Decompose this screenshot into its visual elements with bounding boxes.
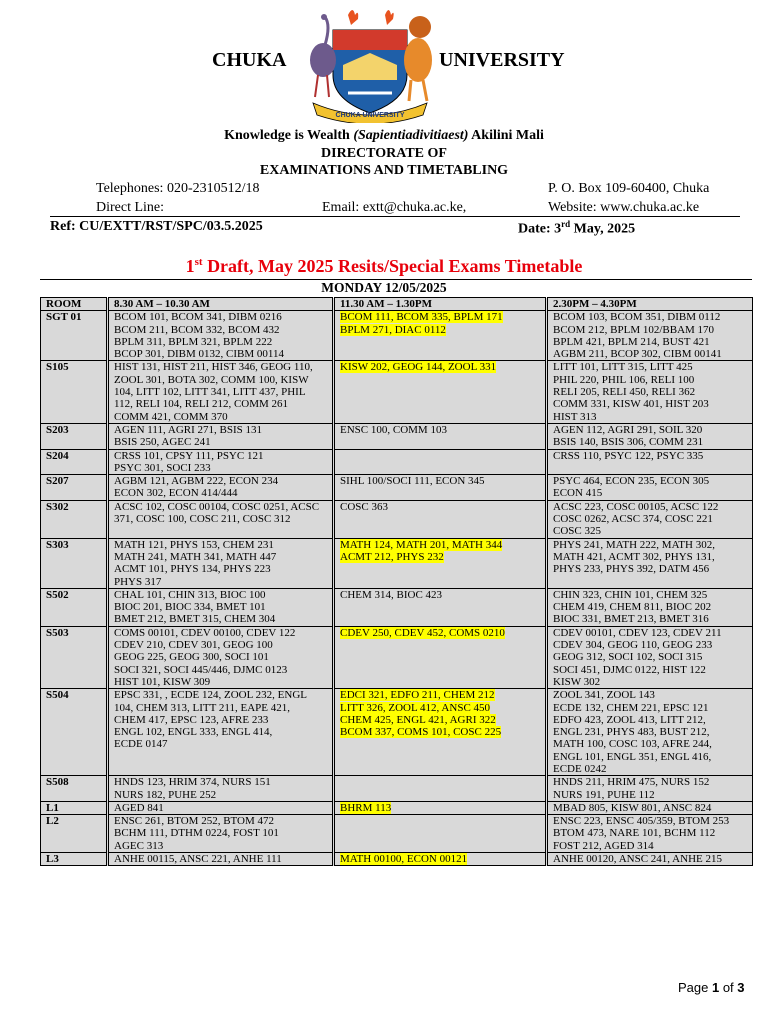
course-line (553, 525, 747, 537)
course-line (114, 639, 327, 651)
course-codes: ENGL 102, ENGL 333, ENGL 414, (114, 726, 273, 739)
course-codes: ZOOL 341, ZOOL 143 (553, 689, 655, 702)
course-codes: ENSC 223, ENSC 405/359, BTOM 253 (553, 815, 730, 828)
course-line (114, 551, 327, 563)
course-codes: COSC 0262, ACSC 374, COSC 221 (553, 513, 713, 526)
course-line (114, 361, 327, 373)
session-3-cell (547, 475, 753, 501)
course-line (114, 802, 327, 814)
email: Email: extt@chuka.ac.ke, (322, 200, 467, 215)
course-line (553, 689, 747, 701)
course-line (114, 398, 327, 410)
exams-line: EXAMINATIONS AND TIMETABLING (259, 163, 509, 178)
course-codes: PSYC 301, SOCI 233 (114, 461, 211, 474)
course-line (340, 424, 540, 436)
course-line (114, 348, 327, 360)
course-line (553, 311, 747, 323)
course-line (340, 853, 540, 865)
course-codes: BIOC 201, BIOC 334, BMET 101 (114, 601, 266, 614)
course-line (114, 702, 327, 714)
course-codes: COSC 325 (553, 525, 601, 538)
course-line (553, 738, 747, 750)
course-codes: SOCI 321, SOCI 445/446, DJMC 0123 (114, 663, 288, 676)
timetable (40, 297, 753, 866)
course-codes: BCOM 212, BPLM 102/BBAM 170 (553, 323, 715, 336)
session-1-cell (108, 588, 334, 626)
session-3-cell (547, 853, 753, 866)
course-codes: GEOG 312, SOCI 102, SOCI 315 (553, 651, 703, 664)
room-cell: S504 (41, 689, 108, 776)
course-line (553, 827, 747, 839)
course-codes: LITT 326, ZOOL 412, ANSC 450 (340, 701, 491, 714)
table-row (41, 538, 753, 588)
page-indicator: Page 1 of 3 (678, 980, 745, 995)
room-cell: S508 (41, 776, 108, 802)
course-line (553, 501, 747, 513)
session-2-cell (334, 853, 547, 866)
session-2-cell (334, 538, 547, 588)
column-header-session-1: 8.30 AM – 10.30 AM (108, 298, 334, 311)
room-cell: L3 (41, 853, 108, 866)
session-1-cell (108, 689, 334, 776)
course-codes: ECDE 0147 (114, 738, 168, 751)
course-line (114, 576, 327, 588)
course-line (553, 424, 747, 436)
course-line (553, 815, 747, 827)
course-codes: BCOM 103, BCOM 351, DIBM 0112 (553, 311, 721, 324)
course-line (114, 539, 327, 551)
course-codes: AGEC 313 (114, 839, 164, 852)
course-codes: COMM 421, COMM 370 (114, 410, 228, 423)
course-line (553, 539, 747, 551)
course-line (340, 689, 540, 701)
session-1-cell (108, 853, 334, 866)
course-line (114, 664, 327, 676)
course-codes: CHEM 314, BIOC 423 (340, 588, 443, 601)
course-codes: ECDE 132, CHEM 221, EPSC 121 (553, 701, 709, 714)
course-codes: ECDE 0242 (553, 762, 607, 775)
course-codes: PSYC 464, ECON 235, ECON 305 (553, 475, 710, 488)
course-codes: 104, CHEM 313, LITT 211, EAPE 421, (114, 701, 290, 714)
column-header-session-2: 11.30 AM – 1.30PM (334, 298, 547, 311)
logo-ribbon-text: CHUKA UNIVERSITY (335, 112, 405, 119)
course-line (553, 589, 747, 601)
course-line (553, 853, 747, 865)
table-row (41, 815, 753, 853)
course-codes: FOST 212, AGED 314 (553, 839, 654, 852)
session-2-cell (334, 801, 547, 814)
university-name-right: UNIVERSITY (439, 49, 565, 71)
course-codes: CDEV 304, GEOG 110, GEOG 233 (553, 639, 713, 652)
session-2-cell (334, 689, 547, 776)
session-1-cell (108, 449, 334, 475)
course-line (114, 336, 327, 348)
session-3-cell (547, 500, 753, 538)
course-line (553, 398, 747, 410)
course-codes: AGBM 211, BCOP 302, CIBM 00141 (553, 348, 722, 361)
session-2-cell (334, 475, 547, 501)
course-codes: ENSC 261, BTOM 252, BTOM 472 (114, 815, 275, 828)
session-3-cell (547, 588, 753, 626)
session-2-cell (334, 815, 547, 853)
course-codes: BTOM 473, NARE 101, BCHM 112 (553, 827, 716, 840)
course-codes: CDEV 00101, CDEV 123, CDEV 211 (553, 626, 722, 639)
course-line (340, 475, 540, 487)
header-divider (50, 216, 740, 217)
course-codes: HIST 131, HIST 211, HIST 346, GEOG 110, (114, 361, 313, 374)
room-cell: S105 (41, 361, 108, 423)
table-row (41, 475, 753, 501)
session-3-cell (547, 776, 753, 802)
course-codes: CHAL 101, CHIN 313, BIOC 100 (114, 588, 266, 601)
course-line (553, 726, 747, 738)
course-codes: MATH 100, COSC 103, AFRE 244, (553, 738, 712, 751)
course-line (114, 827, 327, 839)
session-2-cell (334, 626, 547, 688)
telephones: Telephones: 020-2310512/18 (96, 181, 260, 196)
course-line (553, 751, 747, 763)
course-line (114, 386, 327, 398)
course-line (114, 676, 327, 688)
session-2-cell (334, 776, 547, 802)
session-2-cell (334, 361, 547, 423)
course-line (114, 513, 327, 525)
course-line (340, 361, 540, 373)
course-codes: BCOM 211, BCOM 332, BCOM 432 (114, 323, 280, 336)
course-line (114, 714, 327, 726)
course-codes: 112, RELI 104, RELI 212, COMM 261 (114, 398, 289, 411)
course-line (114, 563, 327, 575)
course-line (553, 436, 747, 448)
course-line (553, 475, 747, 487)
course-codes: COMS 00101, CDEV 00100, CDEV 122 (114, 626, 296, 639)
course-line (553, 386, 747, 398)
room-cell: S502 (41, 588, 108, 626)
course-line (114, 738, 327, 750)
course-line (114, 627, 327, 639)
course-codes: HIST 101, KISW 309 (114, 675, 211, 688)
course-line (114, 436, 327, 448)
session-1-cell (108, 500, 334, 538)
course-line (553, 551, 747, 563)
room-cell: L1 (41, 801, 108, 814)
room-cell: SGT 01 (41, 311, 108, 361)
course-codes: BPLM 311, BPLM 321, BPLM 222 (114, 335, 273, 348)
session-2-cell (334, 588, 547, 626)
course-codes: ACSC 102, COSC 00104, COSC 0251, ACSC (114, 500, 320, 513)
course-line (114, 853, 327, 865)
course-line (553, 639, 747, 651)
course-codes: HNDS 123, HRIM 374, NURS 151 (114, 776, 271, 789)
course-codes: CRSS 101, CPSY 111, PSYC 121 (114, 449, 264, 462)
course-codes: KISW 202, GEOG 144, ZOOL 331 (340, 361, 497, 374)
course-line (114, 424, 327, 436)
course-line (114, 487, 327, 499)
course-codes: ENGL 101, ENGL 351, ENGL 416, (553, 750, 712, 763)
session-3-cell (547, 361, 753, 423)
course-line (553, 789, 747, 801)
course-codes: MATH 124, MATH 201, MATH 344 (340, 538, 503, 551)
course-codes: COSC 363 (340, 500, 388, 513)
table-row (41, 689, 753, 776)
course-codes: ACMT 101, PHYS 134, PHYS 223 (114, 563, 271, 576)
course-line (553, 601, 747, 613)
session-3-cell (547, 815, 753, 853)
course-codes: ECON 302, ECON 414/444 (114, 487, 238, 500)
course-line (114, 589, 327, 601)
session-1-cell (108, 361, 334, 423)
table-row (41, 776, 753, 802)
course-codes: CHIN 323, CHIN 101, CHEM 325 (553, 588, 708, 601)
course-line (340, 627, 540, 639)
session-1-cell (108, 626, 334, 688)
session-2-cell (334, 449, 547, 475)
course-line (114, 815, 327, 827)
course-line (114, 475, 327, 487)
course-line (114, 726, 327, 738)
course-line (553, 702, 747, 714)
course-codes: BCHM 111, DTHM 0224, FOST 101 (114, 827, 279, 840)
course-codes: NURS 182, PUHE 252 (114, 788, 217, 801)
course-codes: CRSS 110, PSYC 122, PSYC 335 (553, 449, 704, 462)
room-cell: S203 (41, 423, 108, 449)
session-1-cell (108, 538, 334, 588)
course-codes: MBAD 805, KISW 801, ANSC 824 (553, 801, 712, 814)
session-2-cell (334, 311, 547, 361)
document-date: Date: 3rd May, 2025 (518, 219, 636, 237)
table-row (41, 311, 753, 361)
course-line (553, 763, 747, 775)
course-codes: PHYS 317 (114, 575, 162, 588)
session-1-cell (108, 815, 334, 853)
session-3-cell (547, 538, 753, 588)
website: Website: www.chuka.ac.ke (548, 200, 700, 215)
course-line (114, 789, 327, 801)
course-codes: PHYS 241, MATH 222, MATH 302, (553, 538, 715, 551)
session-3-cell (547, 423, 753, 449)
course-line (340, 589, 540, 601)
course-line (114, 840, 327, 852)
day-heading: MONDAY 12/05/2025 (321, 280, 447, 295)
university-logo (303, 5, 437, 123)
session-3-cell (547, 311, 753, 361)
course-line (340, 539, 540, 551)
course-line (553, 613, 747, 625)
course-codes: BCOM 101, BCOM 341, DIBM 0216 (114, 311, 282, 324)
session-3-cell (547, 801, 753, 814)
course-codes: SOCI 451, DJMC 0122, HIST 122 (553, 663, 706, 676)
course-line (553, 627, 747, 639)
course-line (553, 714, 747, 726)
course-codes: BCOP 301, DIBM 0132, CIBM 00114 (114, 348, 285, 361)
motto: Knowledge is Wealth (Sapientiadivitiaest) Akilini Mali (224, 128, 544, 143)
course-codes: ZOOL 301, BOTA 302, COMM 100, KISW (114, 373, 309, 386)
course-codes: MATH 121, PHYS 153, CHEM 231 (114, 538, 274, 551)
course-line (114, 462, 327, 474)
course-line (553, 361, 747, 373)
course-line (340, 311, 540, 323)
session-3-cell (547, 689, 753, 776)
course-codes: BSIS 250, AGEC 241 (114, 436, 211, 449)
course-codes: ENSC 100, COMM 103 (340, 423, 447, 436)
table-header-row (41, 298, 753, 311)
course-line (340, 702, 540, 714)
course-line (553, 802, 747, 814)
table-row (41, 500, 753, 538)
session-1-cell (108, 423, 334, 449)
session-2-cell (334, 423, 547, 449)
course-codes: BCOM 337, COMS 101, COSC 225 (340, 726, 502, 739)
course-codes: EDCI 321, EDFO 211, CHEM 212 (340, 689, 495, 702)
table-row (41, 626, 753, 688)
course-line (553, 450, 747, 462)
course-codes: 104, LITT 102, LITT 341, LITT 437, PHIL (114, 386, 306, 399)
course-line (114, 311, 327, 323)
course-codes: ECON 415 (553, 487, 603, 500)
course-line (340, 324, 540, 336)
course-codes: EPSC 331, , ECDE 124, ZOOL 232, ENGL (114, 689, 308, 702)
room-cell: S503 (41, 626, 108, 688)
course-codes: BCOM 111, BCOM 335, BPLM 171 (340, 311, 503, 324)
course-codes: ACSC 223, COSC 00105, ACSC 122 (553, 500, 719, 513)
course-codes: 371, COSC 100, COSC 211, COSC 312 (114, 513, 291, 526)
course-codes: CHEM 417, EPSC 123, AFRE 233 (114, 713, 269, 726)
course-line (340, 501, 540, 513)
course-codes: EDFO 423, ZOOL 413, LITT 212, (553, 713, 706, 726)
course-line (114, 776, 327, 788)
table-row (41, 361, 753, 423)
directorate-line: DIRECTORATE OF (321, 146, 447, 161)
course-line (553, 840, 747, 852)
room-cell: L2 (41, 815, 108, 853)
course-codes: BHRM 113 (340, 801, 392, 814)
course-codes: ANHE 00115, ANSC 221, ANHE 111 (114, 853, 282, 866)
course-codes: AGBM 121, AGBM 222, ECON 234 (114, 475, 279, 488)
session-1-cell (108, 311, 334, 361)
course-line (553, 563, 747, 575)
course-line (114, 411, 327, 423)
column-header-session-3: 2.30PM – 4.30PM (547, 298, 753, 311)
course-codes: BPLM 421, BPLM 214, BUST 421 (553, 335, 710, 348)
course-codes: BMET 212, BMET 315, CHEM 304 (114, 613, 276, 626)
session-2-cell (334, 500, 547, 538)
course-line (114, 689, 327, 701)
table-row (41, 853, 753, 866)
course-codes: HIST 313 (553, 410, 597, 423)
course-codes: NURS 191, PUHE 112 (553, 788, 655, 801)
course-line (340, 726, 540, 738)
course-line (114, 613, 327, 625)
column-header-room: ROOM (41, 298, 108, 311)
course-line (553, 324, 747, 336)
room-cell: S302 (41, 500, 108, 538)
course-codes: COMM 331, KISW 401, HIST 203 (553, 398, 709, 411)
course-line (553, 664, 747, 676)
course-line (114, 651, 327, 663)
session-1-cell (108, 801, 334, 814)
course-codes: LITT 101, LITT 315, LITT 425 (553, 361, 693, 374)
course-codes: AGED 841 (114, 801, 164, 814)
course-codes: HNDS 211, HRIM 475, NURS 152 (553, 776, 710, 789)
course-codes: KISW 302 (553, 675, 601, 688)
room-cell: S204 (41, 449, 108, 475)
course-line (114, 501, 327, 513)
course-codes: AGEN 111, AGRI 271, BSIS 131 (114, 423, 263, 436)
room-cell: S303 (41, 538, 108, 588)
direct-line: Direct Line: (96, 200, 165, 215)
course-codes: CHEM 419, CHEM 811, BIOC 202 (553, 601, 712, 614)
course-codes: BIOC 331, BMET 213, BMET 316 (553, 613, 709, 626)
session-3-cell (547, 626, 753, 688)
course-codes: AGEN 112, AGRI 291, SOIL 320 (553, 423, 703, 436)
course-line (340, 551, 540, 563)
course-line (553, 374, 747, 386)
course-line (553, 513, 747, 525)
course-line (553, 487, 747, 499)
course-line (553, 348, 747, 360)
course-codes: SIHL 100/SOCI 111, ECON 345 (340, 475, 485, 488)
course-codes: ENGL 231, PHYS 483, BUST 212, (553, 726, 710, 739)
course-line (553, 651, 747, 663)
course-line (114, 450, 327, 462)
university-name-left: CHUKA (212, 49, 287, 71)
course-codes: RELI 205, RELI 450, RELI 362 (553, 386, 696, 399)
course-line (553, 336, 747, 348)
course-line (553, 411, 747, 423)
room-cell: S207 (41, 475, 108, 501)
session-3-cell (547, 449, 753, 475)
table-row (41, 449, 753, 475)
course-codes: BSIS 140, BSIS 306, COMM 231 (553, 436, 704, 449)
table-row (41, 588, 753, 626)
course-codes: CDEV 250, CDEV 452, COMS 0210 (340, 626, 505, 639)
course-line (553, 776, 747, 788)
course-codes: CDEV 210, CDEV 301, GEOG 100 (114, 639, 273, 652)
course-codes: BPLM 271, DIAC 0112 (340, 323, 446, 336)
course-codes: PHIL 220, PHIL 106, RELI 100 (553, 373, 695, 386)
course-line (340, 714, 540, 726)
reference-number: Ref: CU/EXTT/RST/SPC/03.5.2025 (50, 219, 263, 234)
timetable-title: 1st Draft, May 2025 Resits/Special Exams Timetable (185, 256, 583, 276)
course-line (553, 676, 747, 688)
table-row (41, 801, 753, 814)
course-codes: MATH 421, ACMT 302, PHYS 131, (553, 550, 715, 563)
course-line (114, 374, 327, 386)
course-line (114, 601, 327, 613)
course-codes: CHEM 425, ENGL 421, AGRI 322 (340, 713, 496, 726)
session-1-cell (108, 776, 334, 802)
po-box: P. O. Box 109-60400, Chuka (548, 181, 710, 196)
course-codes: ACMT 212, PHYS 232 (340, 550, 444, 563)
course-codes: GEOG 225, GEOG 300, SOCI 101 (114, 651, 269, 664)
course-line (340, 802, 540, 814)
course-codes: ANHE 00120, ANSC 241, ANHE 215 (553, 853, 722, 866)
course-codes: MATH 00100, ECON 00121 (340, 853, 468, 866)
session-1-cell (108, 475, 334, 501)
course-line (114, 324, 327, 336)
table-row (41, 423, 753, 449)
course-codes: MATH 241, MATH 341, MATH 447 (114, 550, 277, 563)
course-codes: PHYS 233, PHYS 392, DATM 456 (553, 563, 710, 576)
